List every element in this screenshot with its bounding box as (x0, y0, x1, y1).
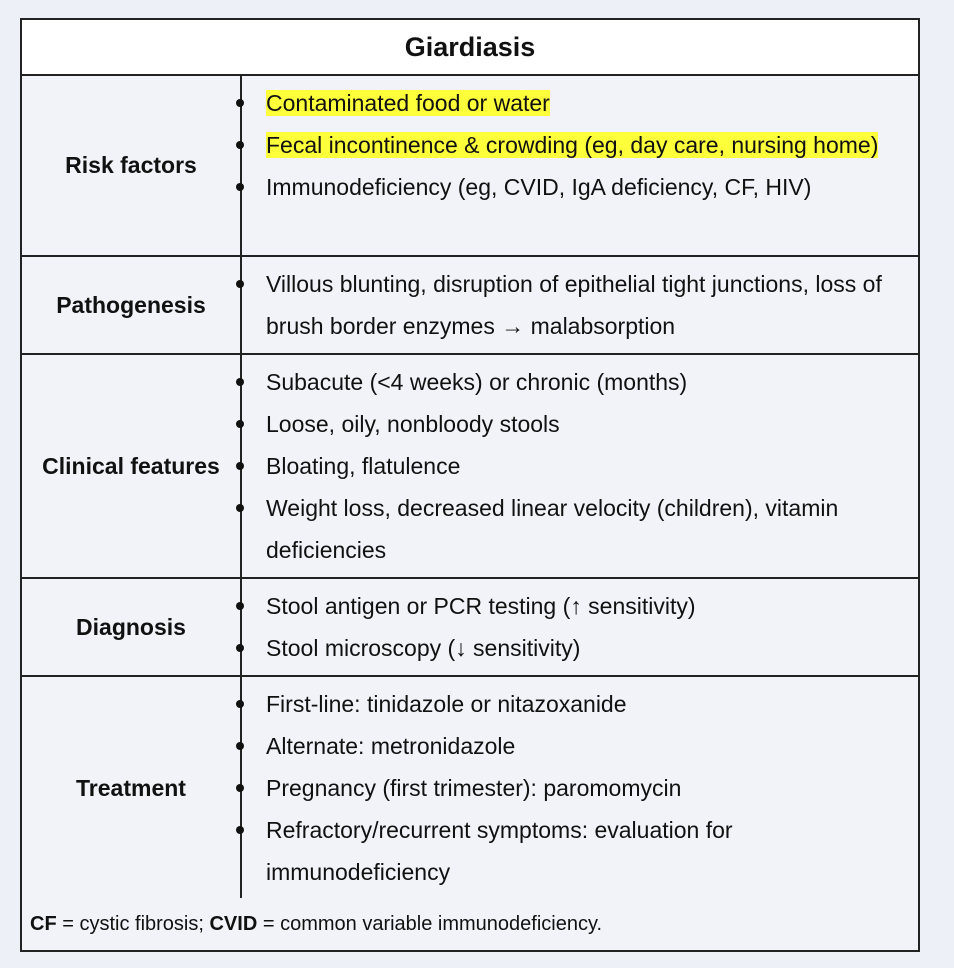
abbr-cf: CF (30, 912, 57, 935)
bullet-icon (236, 602, 244, 610)
list-item (242, 361, 918, 403)
item-text: Fecal incontinence & crowding (eg, day care, nursing home) (266, 132, 879, 158)
list-item (242, 585, 918, 627)
row-label: Diagnosis (76, 613, 186, 640)
list-item (242, 166, 918, 208)
list-item (242, 627, 918, 669)
bullet-icon (236, 378, 244, 386)
row-content (240, 579, 918, 675)
item-text: Weight loss, decreased linear velocity (children), vitamin deficiencies (266, 495, 839, 563)
abbr-cvid: CVID (209, 912, 258, 935)
list-item (242, 263, 918, 347)
bullet-icon (236, 644, 244, 652)
item-list (242, 677, 918, 893)
list-item (242, 683, 918, 725)
bullet-icon (236, 742, 244, 750)
list-item (242, 767, 918, 809)
item-text: Immunodeficiency (eg, CVID, IgA deficiency, CF, HIV) (266, 174, 812, 200)
list-item (242, 403, 918, 445)
list-item (242, 725, 918, 767)
bullet-icon (236, 420, 244, 428)
bullet-icon (236, 280, 244, 288)
row-clinical-features (22, 355, 918, 579)
item-text: Refractory/recurrent symptoms: evaluation for immunodeficiency (266, 817, 733, 885)
list-item (242, 487, 918, 571)
list-item (242, 124, 918, 166)
item-text: Loose, oily, nonbloody stools (266, 411, 560, 437)
row-diagnosis (22, 579, 918, 677)
item-text: Stool antigen or PCR testing (↑ sensitivity) (266, 593, 696, 619)
bullet-icon (236, 141, 244, 149)
def-cf: = cystic fibrosis; (56, 912, 210, 935)
row-label: Treatment (76, 775, 186, 801)
item-list (242, 355, 918, 571)
item-list (242, 579, 918, 669)
row-content (240, 76, 918, 255)
def-cvid: = common variable immunodeficiency. (257, 912, 603, 935)
item-text: First-line: tinidazole or nitazoxanide (266, 691, 627, 717)
footnote-text (30, 913, 602, 936)
item-list (242, 257, 918, 347)
bullet-icon (236, 700, 244, 708)
abbreviations-footnote (22, 898, 918, 950)
bullet-icon (236, 462, 244, 470)
list-item (242, 82, 918, 124)
row-label: Pathogenesis (56, 291, 206, 318)
bullet-icon (236, 99, 244, 107)
row-content (240, 257, 918, 353)
row-content (240, 355, 918, 577)
row-label: Clinical features (42, 452, 220, 479)
item-text: Pregnancy (first trimester): paromomycin (266, 775, 682, 801)
item-text: Stool microscopy (↓ sensitivity) (266, 635, 581, 661)
row-risk-factors (22, 76, 918, 257)
row-treatment (22, 677, 918, 902)
table-title: Giardiasis (22, 20, 918, 76)
bullet-icon (236, 826, 244, 834)
bullet-icon (236, 504, 244, 512)
item-text: Bloating, flatulence (266, 453, 461, 479)
row-content (240, 677, 918, 900)
bullet-icon (236, 183, 244, 191)
list-item (242, 809, 918, 893)
row-pathogenesis (22, 257, 918, 355)
item-list (242, 76, 918, 208)
list-item (242, 445, 918, 487)
item-text: Alternate: metronidazole (266, 733, 516, 759)
item-text: Subacute (<4 weeks) or chronic (months) (266, 369, 688, 395)
bullet-icon (236, 784, 244, 792)
item-text: Contaminated food or water (266, 90, 550, 116)
item-text: Villous blunting, disruption of epithelial tight junctions, loss of brush border enzymes → malabsorption (266, 271, 882, 339)
row-label: Risk factors (65, 152, 197, 178)
giardiasis-table (20, 18, 920, 952)
